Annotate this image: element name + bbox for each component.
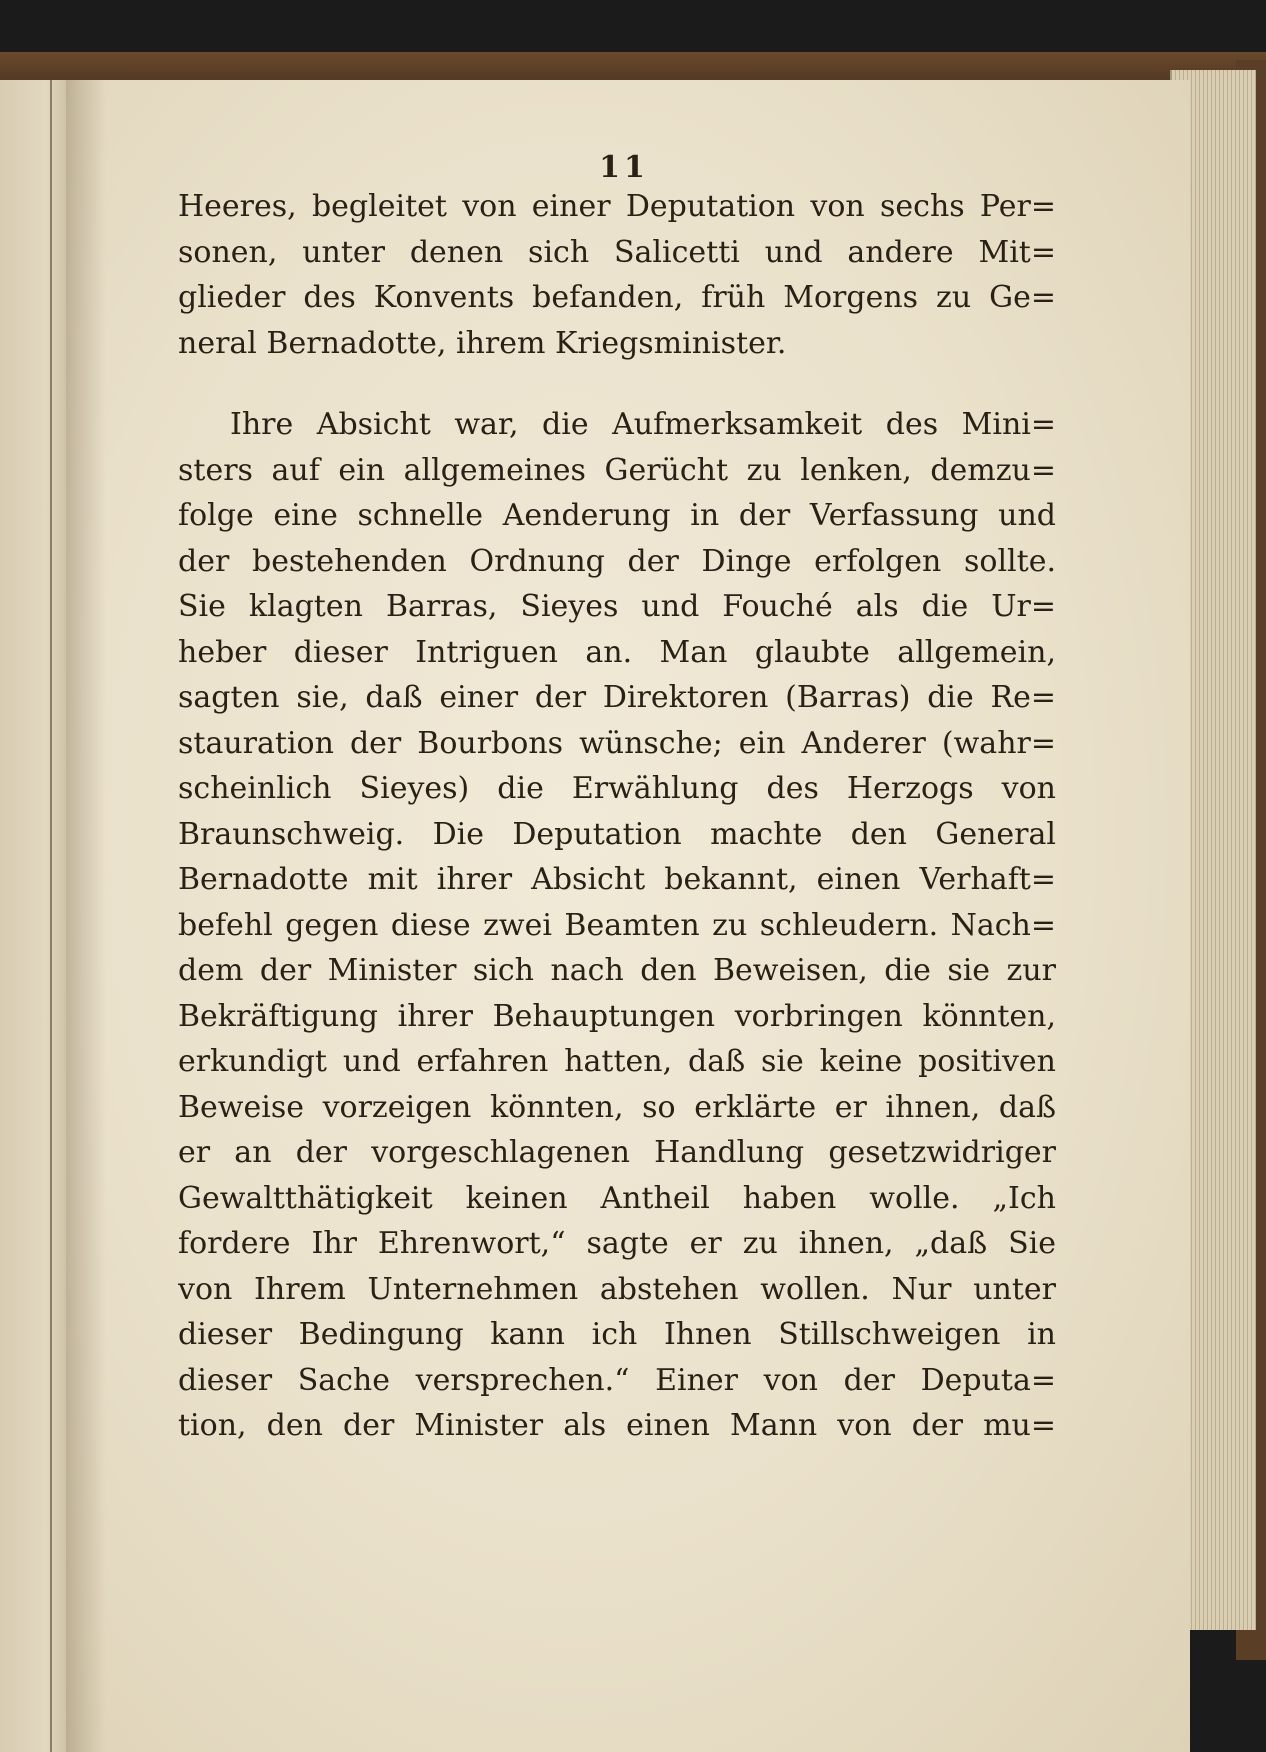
gutter-shadow [66,80,106,1752]
text-line: sonen, unter denen sich Salicetti und andere Mit= [178,234,1056,270]
text-line: Gewaltthätigkeit keinen Antheil haben wolle. „Ich [178,1180,1056,1216]
facing-page-edge [0,80,66,1752]
text-line: fordere Ihr Ehrenwort,“ sagte er zu ihnen, „daß Sie [178,1226,1056,1261]
text-line: Bernadotte mit ihrer Absicht bekannt, einen Verhaft= [178,862,1056,897]
text-line: sters auf ein allgemeines Gerücht zu lenken, demzu= [178,452,1056,488]
gutter-line [50,80,52,1752]
text-line: Ihre Absicht war, die Aufmerksamkeit des Mini= [230,407,1056,442]
text-line: folge eine schnelle Aenderung in der Verfassung und [178,498,1056,533]
text-line: Braunschweig. Die Deputation machte den General [178,816,1056,852]
text-line: Beweise vorzeigen könnten, so erklärte er ihnen, daß [178,1089,1056,1125]
text-line: tion, den der Minister als einen Mann von der mu= [178,1408,1056,1443]
paragraph-2 [178,402,1056,1449]
paragraph-gap [178,366,1056,402]
body-text [178,184,1056,1449]
text-line: glieder des Konvents befanden, früh Morgens zu Ge= [178,280,1056,315]
text-line: Sie klagten Barras, Sieyes und Fouché als die Ur= [178,589,1056,624]
text-line: von Ihrem Unternehmen abstehen wollen. Nur unter [178,1271,1056,1307]
text-line: der bestehenden Ordnung der Dinge erfolgen sollte. [178,543,1056,579]
text-line: dem der Minister sich nach den Beweisen, die sie zur [178,953,1056,988]
text-line: dieser Sache versprechen.“ Einer von der Deputa= [178,1362,1056,1398]
paragraph-1 [178,184,1056,366]
text-line: er an der vorgeschlagenen Handlung gesetzwidriger [178,1135,1056,1170]
text-line: dieser Bedingung kann ich Ihnen Stillschweigen in [178,1317,1056,1352]
text-line: sagten sie, daß einer der Direktoren (Barras) die Re= [178,680,1056,715]
text-line: scheinlich Sieyes) die Erwählung des Herzogs von [178,771,1056,806]
page [66,80,1190,1752]
page-number: 11 [599,150,649,185]
text-line: Bekräftigung ihrer Behauptungen vorbringen könnten, [178,998,1056,1034]
text-line: erkundigt und erfahren hatten, daß sie keine positiven [178,1044,1056,1079]
text-line: Heeres, begleitet von einer Deputation von sechs Per= [178,189,1056,224]
text-line: heber dieser Intriguen an. Man glaubte allgemein, [178,634,1056,670]
text-line: befehl gegen diese zwei Beamten zu schleudern. Nach= [178,907,1056,943]
text-line: stauration der Bourbons wünsche; ein Anderer (wahr= [178,725,1056,761]
text-line: neral Bernadotte, ihrem Kriegsminister. [178,325,787,361]
